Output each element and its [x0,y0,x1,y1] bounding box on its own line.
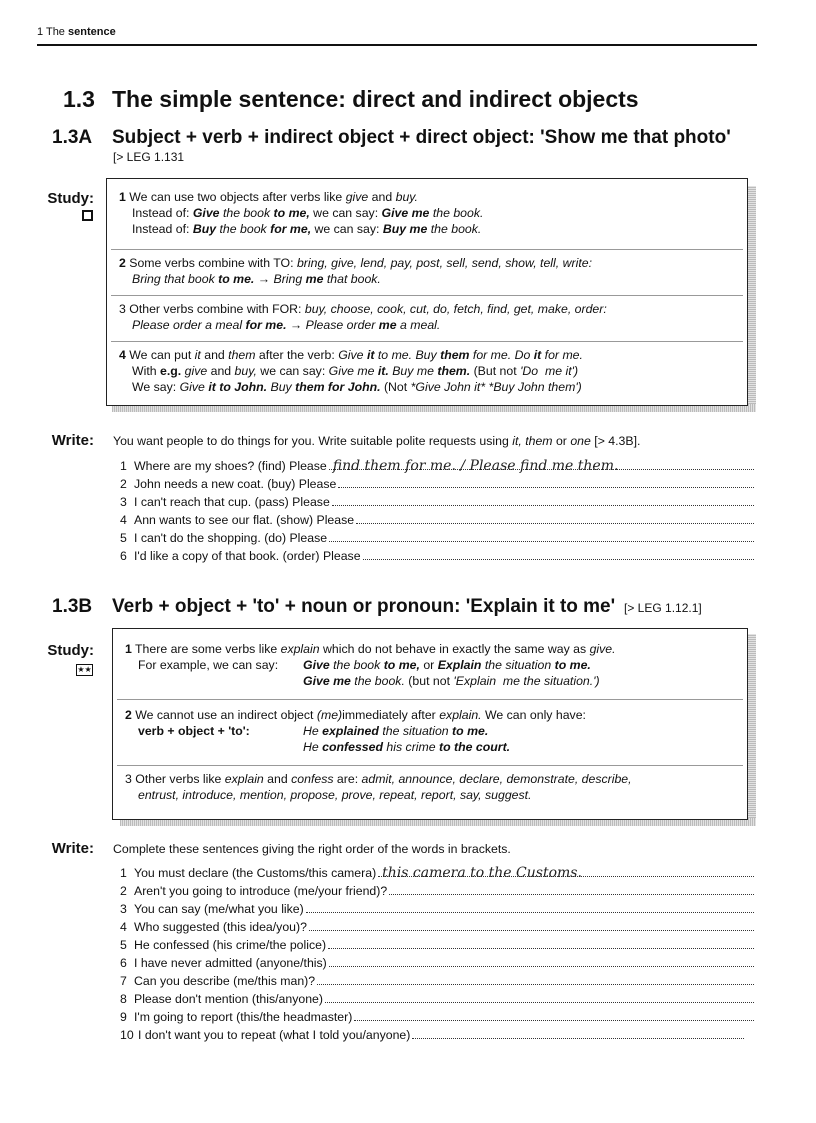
exercise-prompt: Aren't you going to introduce (me/your friend)? [134,884,388,898]
exercise-number: 2 [120,477,127,491]
part-a-title: Subject + verb + indirect object + direct object: 'Show me that photo' [112,127,731,148]
exercise-number: 5 [120,938,127,952]
study-box-b [112,628,748,820]
note-a-4: 4 We can put it and them after the verb: Give it to me. Buy them for me. Do it for me. With e.g. give and buy, we can say: Give me it. Buy me them. (But not 'Do me it') We say: Give it to John. Buy them for John. (Not *Give John it* *Buy John them') [119,348,583,394]
exercise-number: 6 [120,549,127,563]
exercise-row [120,991,756,1007]
part-a-number: 1.3A [52,127,93,148]
section-number: 1.3 [63,86,95,112]
answer-field[interactable] [306,901,754,913]
exercise-row [120,548,756,564]
answer-field[interactable] [332,494,754,506]
exercise-prompt: I can't reach that cup. (pass) Please [134,495,330,509]
exercise-prompt: I don't want you to repeat (what I told you/anyone) [138,1028,411,1042]
handwritten-answer: this camera to the Customs. [382,865,582,881]
answer-field[interactable] [389,883,754,895]
instruction-b: Complete these sentences giving the right order of the words in brackets. [113,842,511,856]
note-divider [111,341,743,342]
exercise-prompt: He confessed (his crime/the police) [134,938,327,952]
exercise-row [120,512,756,528]
exercise-row [120,919,756,935]
exercise-row [120,883,756,899]
exercise-row [120,458,756,474]
exercise-row [120,476,756,492]
note-divider [111,249,743,250]
checkbox-icon [82,210,93,221]
exercise-prompt: I'd like a copy of that book. (order) Please [134,549,361,563]
exercise-row [120,865,756,881]
exercise-prompt: Ann wants to see our flat. (show) Please [134,513,355,527]
exercise-prompt: I'm going to report (this/the headmaster) [134,1010,353,1024]
exercise-number: 4 [120,513,127,527]
exercise-row [120,955,756,971]
exercise-row [120,1009,756,1025]
answer-field[interactable] [328,937,754,949]
instruction-a: You want people to do things for you. Write suitable polite requests using it, them or one [> 4.3B]. [113,434,641,448]
answer-field[interactable] [356,512,754,524]
answer-field[interactable] [329,955,754,967]
exercise-prompt: Who suggested (this idea/you)? [134,920,307,934]
note-b-1: 1 There are some verbs like explain which do not behave in exactly the same way as give. For example, we can say: Give the book to me, or Explain the situation to me. Give me the book. (but not 'Explain me the situation.') [125,642,616,688]
section-title: The simple sentence: direct and indirect objects [112,86,639,112]
exercise-number: 1 [120,459,127,473]
exercise-prompt: You can say (me/what you like) [134,902,304,916]
note-divider [117,765,743,766]
exercise-number: 6 [120,956,127,970]
exercise-number: 2 [120,884,127,898]
exercise-number: 4 [120,920,127,934]
exercise-row [120,901,756,917]
answer-field[interactable] [317,973,754,985]
exercise-prompt: I can't do the shopping. (do) Please [134,531,328,545]
exercise-prompt: I have never admitted (anyone/this) [134,956,327,970]
note-a-3: 3 Other verbs combine with FOR: buy, choose, cook, cut, do, fetch, find, get, make, order: Please order a meal for me. → Please order me a meal. [119,302,607,332]
answer-field[interactable] [354,1009,754,1021]
exercise-prompt: John needs a new coat. (buy) Please [134,477,337,491]
note-b-2: 2 We cannot use an indirect object (me)immediately after explain. We can only have: verb + object + 'to': He explained the situation to me. He confessed his crime to the court. [125,708,586,754]
exercise-row [120,530,756,546]
exercise-number: 3 [120,902,127,916]
answer-field[interactable] [363,548,754,560]
part-b-number: 1.3B [52,596,93,617]
part-a-leg-ref: [> LEG 1.131 [113,150,185,164]
answer-field[interactable] [329,458,754,474]
exercise-row [120,1027,756,1043]
note-b-3: 3 Other verbs like explain and confess are: admit, announce, declare, demonstrate, describe, entrust, introduce, mention, propose, prove, repeat, report, say, suggest. [125,772,632,802]
answer-field[interactable] [329,530,754,542]
exercise-row [120,973,756,989]
exercise-row [120,937,756,953]
exercise-number: 3 [120,495,127,509]
study-label-a: Study: [47,190,94,207]
answer-field[interactable] [338,476,754,488]
exercise-number: 7 [120,974,127,988]
answer-field[interactable] [378,865,754,881]
exercise-prompt: You must declare (the Customs/this camera) [134,866,377,880]
exercise-number: 8 [120,992,127,1006]
exercise-number: 5 [120,531,127,545]
exercise-prompt: Please don't mention (this/anyone) [134,992,323,1006]
part-b-leg-ref: [> LEG 1.12.1] [624,601,702,615]
exercise-row [120,494,756,510]
exercise-number: 9 [120,1010,127,1024]
answer-field[interactable] [309,919,754,931]
header-rule [37,44,757,46]
write-label-b: Write: [51,840,94,857]
write-label-a: Write: [51,432,94,449]
part-b-title: Verb + object + 'to' + noun or pronoun: 'Explain it to me' [112,596,616,617]
exercise-prompt: Can you describe (me/this man)? [134,974,316,988]
exercise-number: 10 [120,1028,134,1042]
note-a-2: 2 Some verbs combine with TO: bring, give, lend, pay, post, sell, send, show, tell, write: Bring that book to me. → Bring me that book. [119,256,592,286]
study-label-b: Study: [47,642,94,659]
exercise-number: 1 [120,866,127,880]
running-header [37,26,116,38]
answer-field[interactable] [412,1027,744,1039]
chapter-number: 1 The [37,26,65,38]
note-divider [117,699,743,700]
stars-icon: ★★ [77,665,92,674]
note-divider [111,295,743,296]
exercise-prompt: Where are my shoes? (find) Please [134,459,327,473]
chapter-title: sentence [68,26,116,38]
study-box-a [106,178,748,406]
note-a-1: 1 We can use two objects after verbs like give and buy. Instead of: Give the book to me, we can say: Give me the book. Instead of: Buy the book for me, we can say: Buy me the book. [119,190,484,236]
handwritten-answer: find them for me. / Please find me them. [332,458,619,474]
answer-field[interactable] [325,991,754,1003]
